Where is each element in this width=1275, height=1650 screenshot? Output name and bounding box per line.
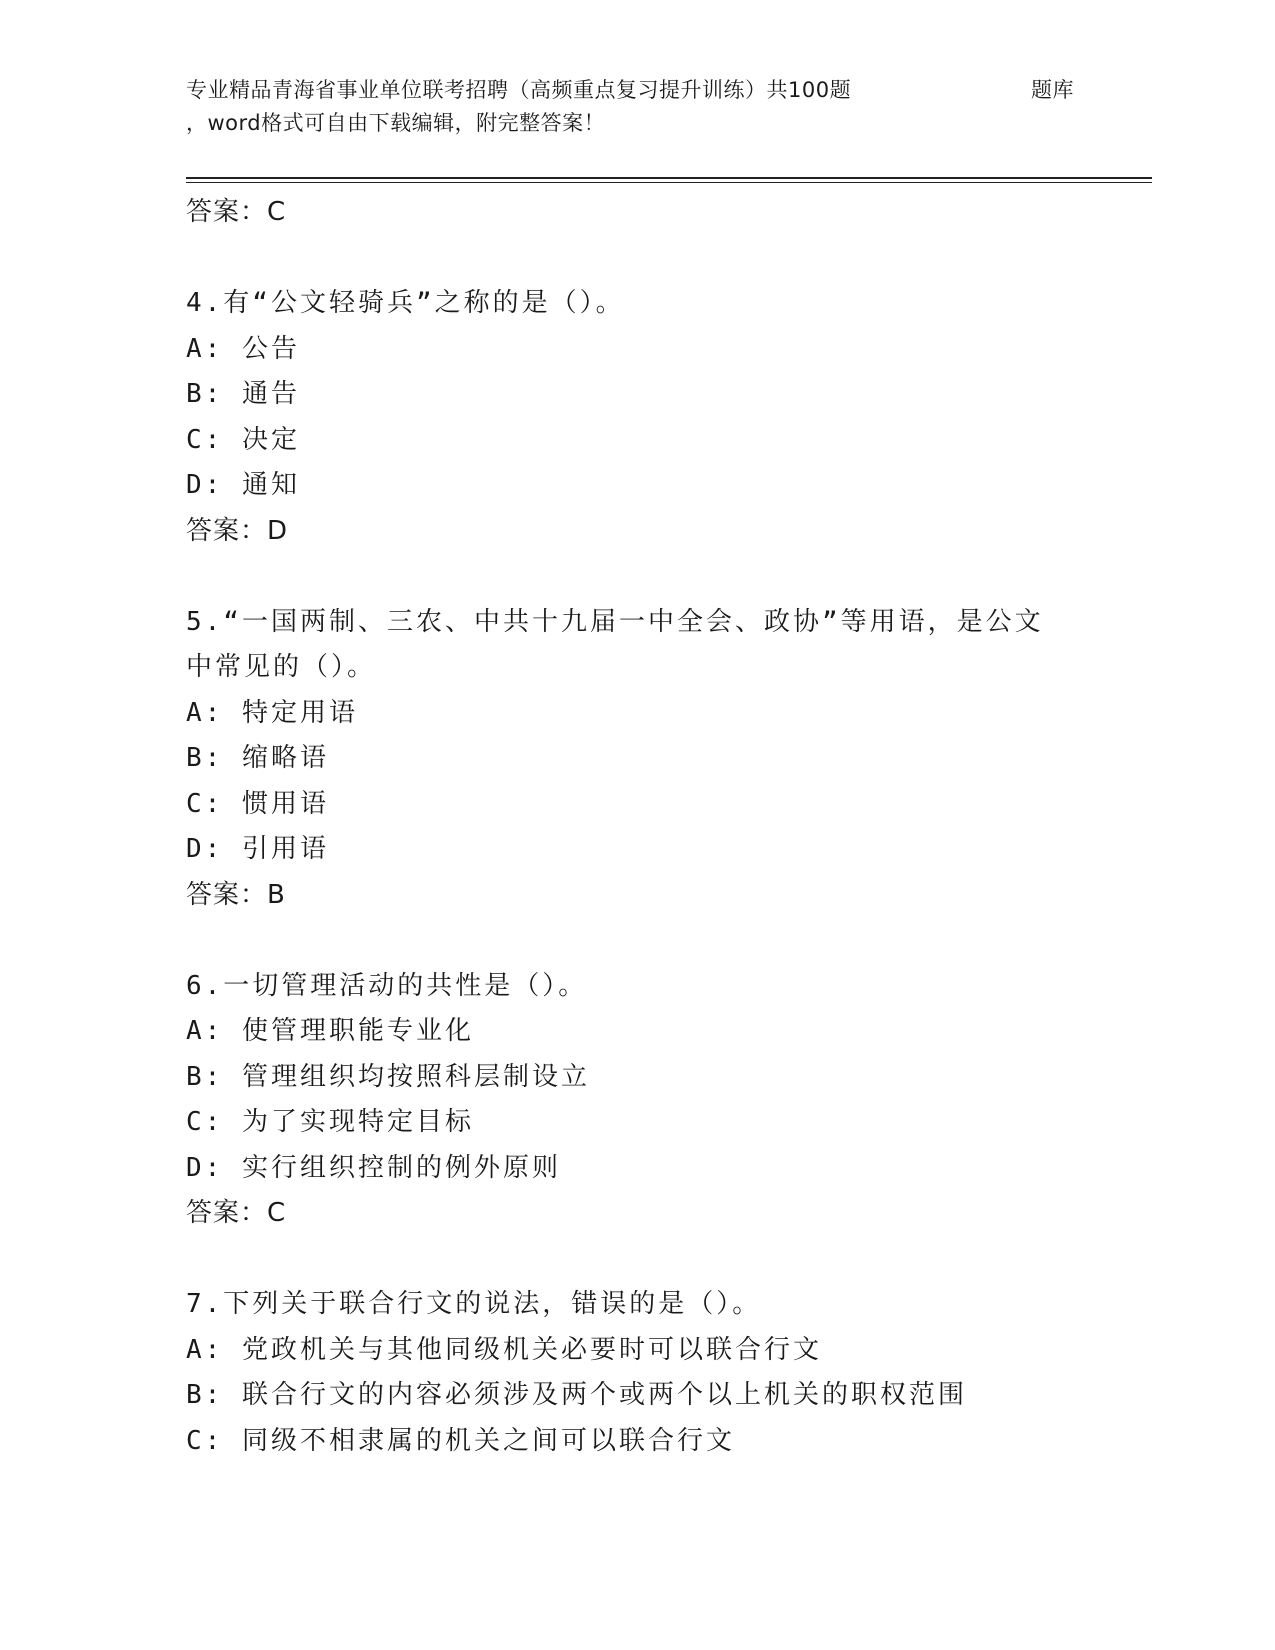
header-rule-thin bbox=[186, 182, 1152, 183]
option-b: B: 缩略语 bbox=[186, 743, 329, 773]
header-title-line-2: ，word格式可自由下载编辑，附完整答案！ bbox=[186, 111, 606, 135]
option-b: B: 管理组织均按照科层制设立 bbox=[186, 1061, 590, 1092]
question-block bbox=[186, 1282, 1126, 1464]
option-d: D: 实行组织控制的例外原则 bbox=[186, 1152, 561, 1183]
question-stem: 7.下列关于联合行文的说法，错误的是（）。 bbox=[186, 1289, 762, 1319]
option-b: B: 通告 bbox=[186, 379, 300, 409]
answer-line: 答案：B bbox=[186, 879, 286, 910]
document-body bbox=[186, 190, 1126, 1464]
question-block bbox=[186, 281, 1126, 554]
question-stem-continued: 中常见的（）。 bbox=[186, 652, 377, 682]
question-stem: 5.“一国两制、三农、中共十九届一中全会、政协”等用语，是公文 bbox=[186, 606, 1044, 637]
option-d: D: 引用语 bbox=[186, 834, 329, 864]
header-rule-thick bbox=[186, 177, 1152, 179]
spacer bbox=[186, 554, 1126, 600]
question-stem: 4.有“公文轻骑兵”之称的是（）。 bbox=[186, 288, 625, 318]
page-header bbox=[186, 74, 1146, 140]
option-b: B: 联合行文的内容必须涉及两个或两个以上机关的职权范围 bbox=[186, 1380, 967, 1410]
question-block bbox=[186, 964, 1126, 1237]
option-c: C: 决定 bbox=[186, 424, 300, 455]
answer-line: 答案：D bbox=[186, 515, 289, 546]
option-a: A: 党政机关与其他同级机关必要时可以联合行文 bbox=[186, 1334, 822, 1365]
header-title: 专业精品青海省事业单位联考招聘（高频重点复习提升训练）共100题 bbox=[186, 78, 852, 102]
question-stem: 6.一切管理活动的共性是（）。 bbox=[186, 970, 588, 1001]
header-tag: 题库 bbox=[1031, 78, 1074, 102]
option-a: A: 特定用语 bbox=[186, 697, 358, 728]
header-title-line-1 bbox=[186, 74, 1146, 107]
option-c: C: 为了实现特定目标 bbox=[186, 1107, 474, 1137]
option-a: A: 公告 bbox=[186, 333, 300, 364]
spacer bbox=[186, 1237, 1126, 1283]
option-d: D: 通知 bbox=[186, 470, 300, 500]
answer-line: 答案：C bbox=[186, 197, 287, 227]
question-block bbox=[186, 600, 1126, 919]
option-c: C: 惯用语 bbox=[186, 788, 329, 819]
spacer bbox=[186, 918, 1126, 964]
option-a: A: 使管理职能专业化 bbox=[186, 1016, 474, 1046]
spacer bbox=[186, 236, 1126, 282]
option-c: C: 同级不相隶属的机关之间可以联合行文 bbox=[186, 1425, 735, 1456]
answer-line: 答案：C bbox=[186, 1198, 287, 1228]
